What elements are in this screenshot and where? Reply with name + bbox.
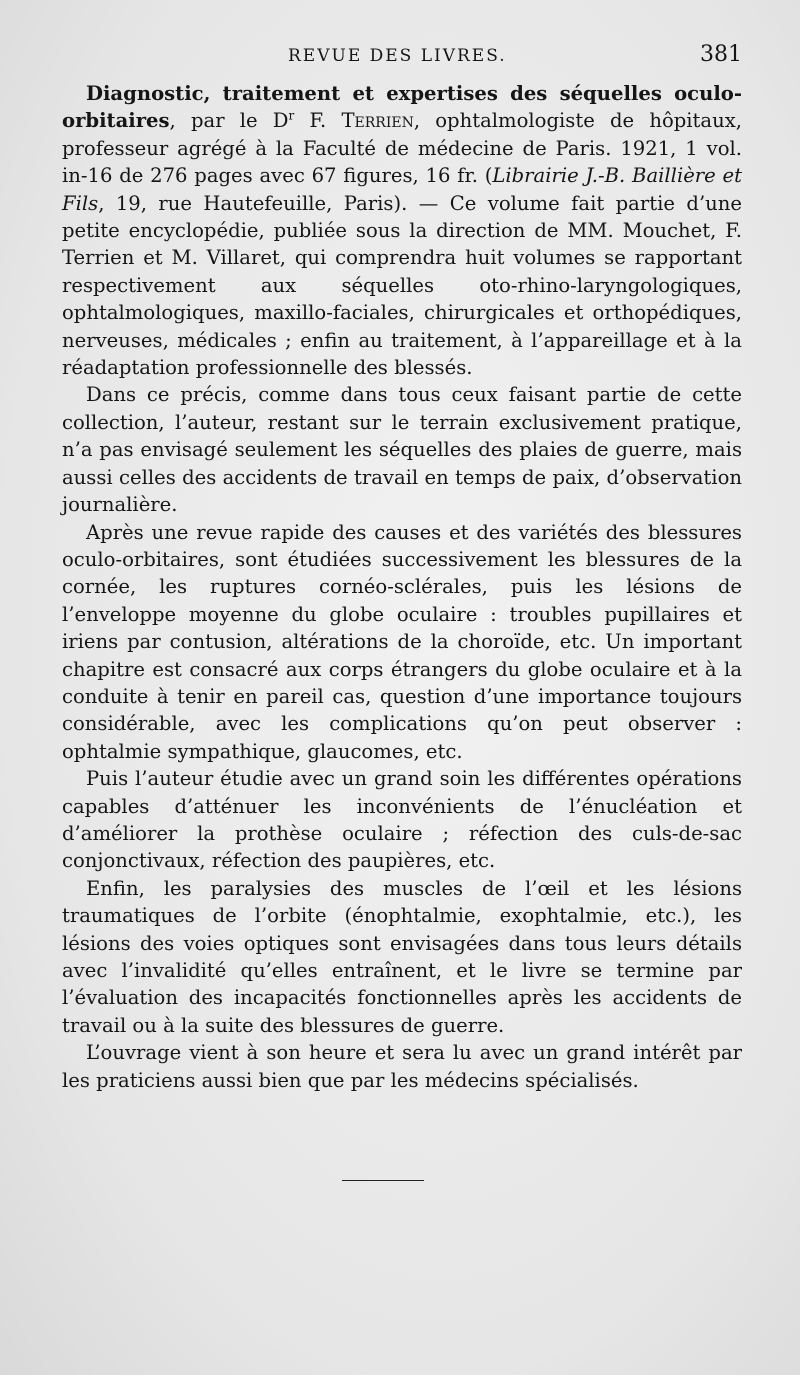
address-and-series: , 19, rue Hautefeuille, Paris). — Ce volume fait partie d’une petite encyclopédie, publiée sous la direction de MM. Mouchet, F. Terrien et M. Villaret, qui comprendra huit volumes se rapportant respectivement aux séquelles oto-rhino-laryngologiques, ophtalmologiques, maxillo-faciales, chirurgicales et orthopédiques, nerveuses, médicales ; enfin au traitement, à l’appareillage et à la réadaptation professionnelle des blessés. (62, 191, 742, 380)
page-number: 381 (700, 42, 742, 67)
page-body (62, 80, 742, 1094)
running-title: REVUE DES LIVRES. (288, 46, 507, 66)
author-surname: Terrien (341, 109, 414, 133)
page-header (62, 40, 742, 80)
publisher: Librairie J.-B. Baillière et Fils (62, 164, 743, 215)
paragraph: Dans ce précis, comme dans tous ceux faisant partie de cette collection, l’auteur, restant sur le terrain exclusivement pratique, n’a pas envisagé seulement les séquelles des plaies de guerre, mais aussi celles des accidents de travail en temps de paix, d’observation journalière. (62, 383, 742, 517)
dr-superscript: r (288, 108, 295, 123)
closing-rule (342, 1180, 424, 1181)
paragraph: Enfin, les paralysies des muscles de l’œil et les lésions traumatiques de l’orbite (énophtalmie, exophtalmie, etc.), les lésions des voies optiques sont envisagées dans tous leurs détails avec l’invalidité qu’elles entraînent, et le livre se termine par l’évaluation des incapacités fonctionnelles après les accidents de travail ou à la suite des blessures de guerre. (62, 876, 742, 1037)
paragraph: Après une revue rapide des causes et des variétés des blessures oculo-orbitaires, sont étudiées successivement les blessures de la cornée, les ruptures cornéo-sclérales, puis les lésions de l’enveloppe moyenne du globe oculaire : troubles pupillaires et iriens par contusion, altérations de la choroïde, etc. Un important chapitre est consacré aux corps étrangers du globe oculaire et à la conduite à tenir en pareil cas, question d’une importance toujours considérable, avec les complications qu’on peut observer : ophtalmie sympathique, glaucomes, etc. (62, 520, 742, 763)
paragraph: Puis l’auteur étudie avec un grand soin les différentes opérations capables d’atténuer les inconvénients de l’énucléation et d’améliorer la prothèse oculaire ; réfection des culs-de-sac conjonctivaux, réfection des paupières, etc. (62, 767, 742, 873)
review-entry (62, 80, 742, 381)
book-title: Diagnostic, traitement et expertises des séquelles oculo-orbitaires (62, 82, 742, 133)
byline: , par le D (169, 109, 289, 133)
paragraph: L’ouvrage vient à son heure et sera lu avec un grand intérêt par les praticiens aussi bien que par les médecins spécialisés. (62, 1041, 742, 1092)
author-initial: F. (294, 109, 342, 133)
book-details: , ophtalmologiste de hôpitaux, professeur agrégé à la Faculté de médecine de Paris. 1921, 1 vol. in-16 de 276 pages avec 67 figures, 16 fr. ( (62, 109, 743, 188)
